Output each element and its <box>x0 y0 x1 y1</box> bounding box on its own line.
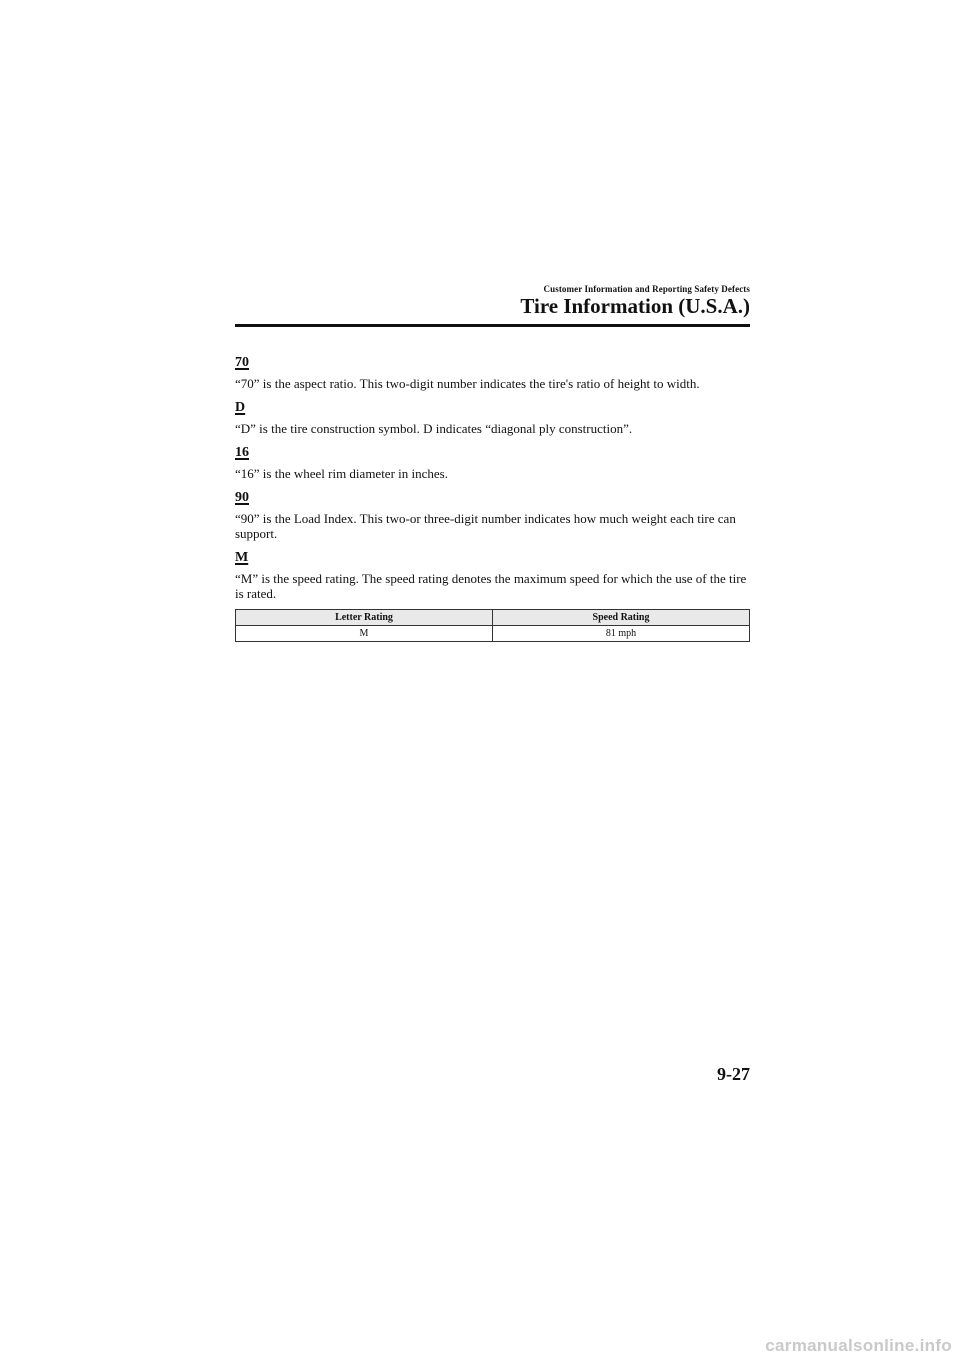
watermark-text: carmanualsonline.info <box>765 1336 952 1355</box>
term-heading: 16 <box>235 445 249 460</box>
term-description: “70” is the aspect ratio. This two-digit number indicates the tire's ratio of height to width. <box>235 376 700 391</box>
table-header-row <box>236 610 750 626</box>
term-description: “90” is the Load Index. This two-or three-digit number indicates how much weight each tire can support. <box>235 511 736 541</box>
column-header-letter-rating: Letter Rating <box>236 610 493 626</box>
speed-rating-table <box>235 609 750 642</box>
term-description: “16” is the wheel rim diameter in inches. <box>235 466 448 481</box>
term-description: “D” is the tire construction symbol. D indicates “diagonal ply construction”. <box>235 421 633 436</box>
column-header-speed-rating: Speed Rating <box>493 610 750 626</box>
page-number: 9-27 <box>717 1064 750 1084</box>
table-cell-speed: 81 mph <box>493 626 750 642</box>
table-row <box>236 626 750 642</box>
term-description: “M” is the speed rating. The speed rating denotes the maximum speed for which the use of the tire is rated. <box>235 571 747 601</box>
term-heading: 90 <box>235 490 249 505</box>
watermark-bar <box>0 1333 960 1358</box>
main-content <box>235 354 750 642</box>
table-cell-letter: M <box>236 626 493 642</box>
section-header: Customer Information and Reporting Safety Defects <box>543 284 750 294</box>
header-divider <box>235 324 750 327</box>
term-heading: M <box>235 550 249 565</box>
term-heading: 70 <box>235 355 249 370</box>
term-heading: D <box>235 400 246 415</box>
page-title: Tire Information (U.S.A.) <box>520 294 750 318</box>
